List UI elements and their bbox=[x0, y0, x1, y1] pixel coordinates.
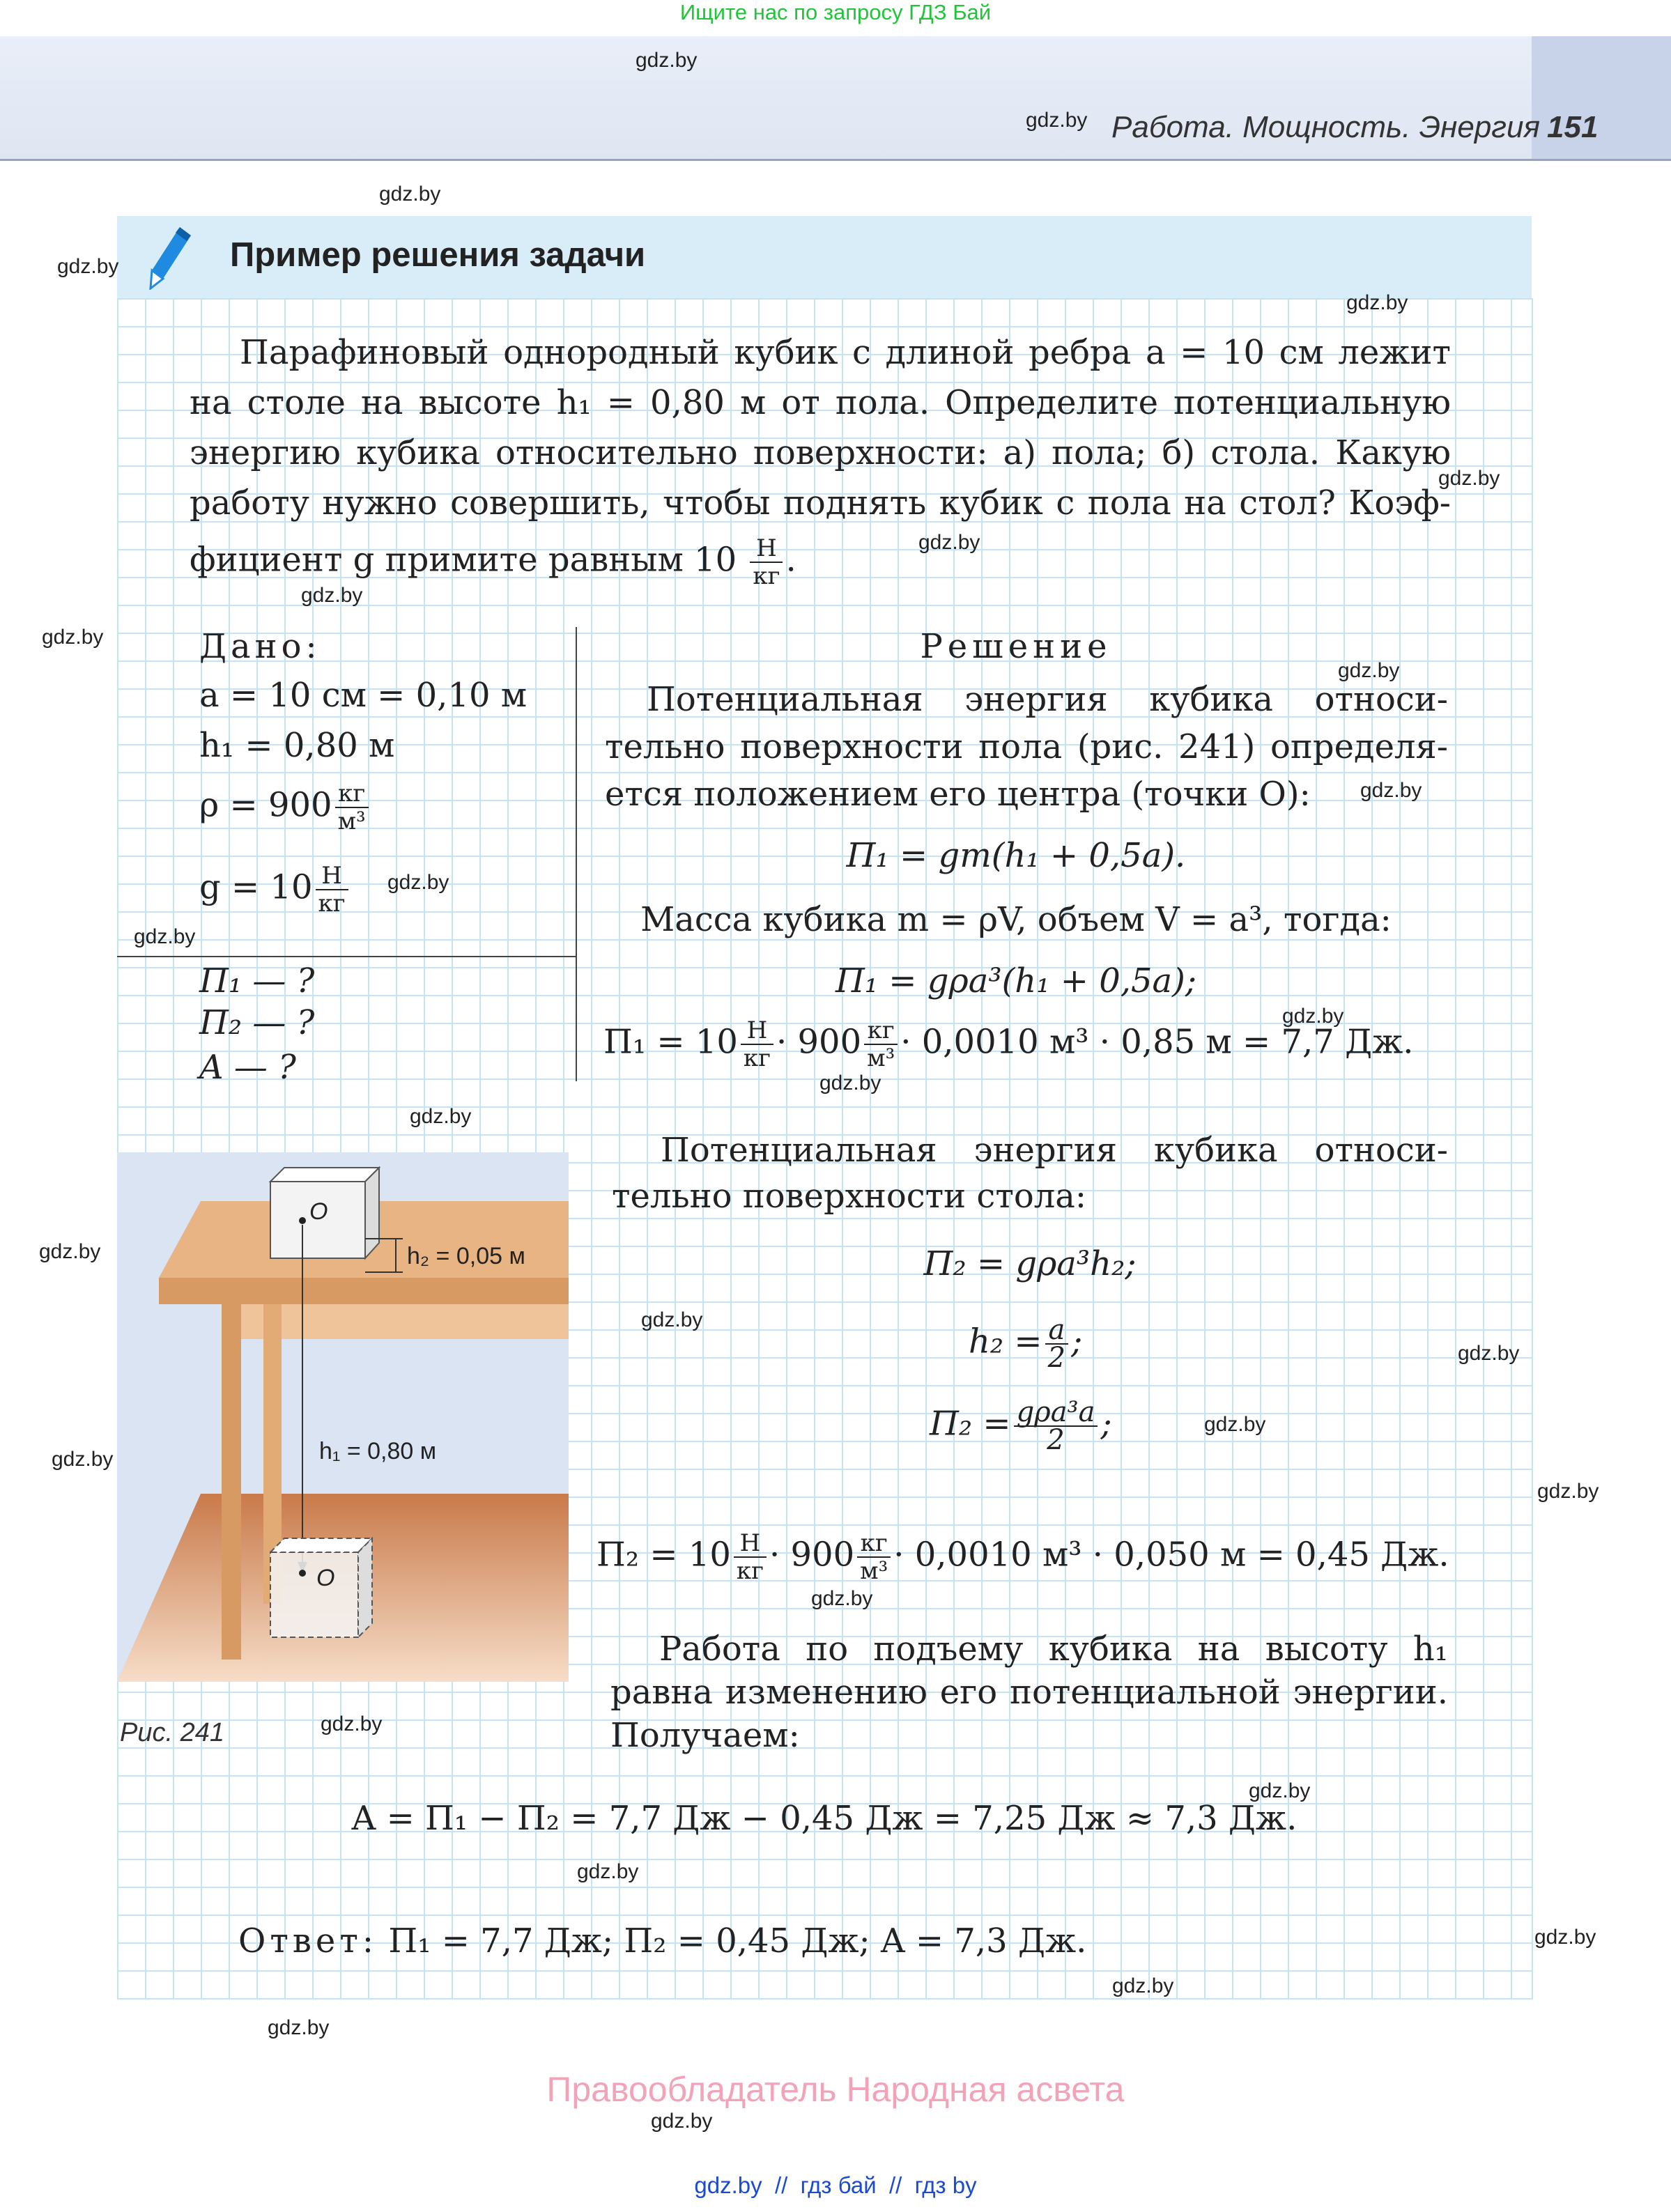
watermark: gdz.by bbox=[42, 626, 104, 649]
label-h2: h₂ = 0,05 м bbox=[407, 1243, 525, 1269]
watermark: gdz.by bbox=[577, 1860, 639, 1883]
answer bbox=[238, 1921, 1086, 1960]
equation-7: П₂ = 10 $\frac{Н}{кг}$ · 900 $\frac{кг}{\text{м³}}$ · 0,0010 м³ · 0,050 м = 0,45 Дж. bbox=[596, 1529, 1449, 1585]
label-o-bottom: O bbox=[316, 1565, 335, 1591]
watermark: gdz.by bbox=[321, 1712, 383, 1735]
given-rho: ρ = 900 $\frac{кг}{\text{м³}}$ bbox=[199, 780, 371, 835]
figure-caption: Рис. 241 bbox=[120, 1718, 224, 1747]
equation-8: A = П₁ − П₂ = 7,7 Дж − 0,45 Дж = 7,25 Дж ≈ 7,3 Дж. bbox=[351, 1799, 1297, 1838]
watermark: gdz.by bbox=[387, 871, 449, 894]
top-search-banner: Ищите нас по запросу ГДЗ Бай bbox=[679, 0, 992, 24]
equation-1: П₁ = gm(h₁ + 0,5a). bbox=[846, 836, 1186, 875]
find-p1: П₁ — ? bbox=[199, 961, 315, 1000]
equation-3: П₁ = 10 $\frac{Н}{кг}$ · 900 $\frac{кг}{\text{м³}}$ · 0,0010 м³ · 0,85 м = 7,7 Дж. bbox=[603, 1016, 1414, 1072]
watermark: gdz.by bbox=[918, 531, 980, 554]
solution-heading: Решение bbox=[920, 627, 1112, 666]
cube-top-top bbox=[270, 1168, 379, 1182]
equation-2: П₁ = gρa³(h₁ + 0,5a); bbox=[835, 961, 1197, 1000]
label-o-top: O bbox=[309, 1198, 328, 1225]
running-title: Работа. Мощность. Энергия bbox=[1111, 110, 1540, 144]
figure-241 bbox=[117, 1152, 569, 1682]
fraction-n-per-kg: $\frac{Н}{кг}$ bbox=[750, 535, 783, 589]
page-number: 151 bbox=[1547, 110, 1599, 144]
footer-links[interactable]: gdz.by // гдз бай // гдз by bbox=[694, 2172, 977, 2198]
cube-top-side bbox=[365, 1168, 379, 1258]
watermark: gdz.by bbox=[57, 255, 119, 278]
watermark: gdz.by bbox=[1282, 1005, 1344, 1028]
given-heading: Дано: bbox=[199, 627, 321, 666]
watermark: gdz.by bbox=[52, 1448, 114, 1471]
problem-last-prefix: фициент g примите равным 10 bbox=[190, 540, 737, 580]
header-divider bbox=[0, 159, 1671, 161]
copyright-holder: Правообладатель Народная асвета bbox=[546, 2070, 1125, 2109]
cube-bottom-top bbox=[270, 1538, 372, 1552]
problem-text bbox=[190, 327, 1451, 528]
table-leg-front bbox=[222, 1304, 241, 1660]
watermark: gdz.by bbox=[1346, 291, 1408, 314]
watermark: gdz.by bbox=[651, 2110, 713, 2133]
watermark: gdz.by bbox=[134, 925, 196, 948]
problem-line: на столе на высоте h₁ = 0,80 м от пола. Определите потенциальную bbox=[190, 383, 1451, 422]
answer-label: Ответ: bbox=[238, 1921, 378, 1960]
table-apron bbox=[237, 1304, 569, 1339]
mass-line: Масса кубика m = ρV, объем V = a³, тогда: bbox=[640, 900, 1392, 939]
watermark: gdz.by bbox=[1537, 1480, 1599, 1503]
cube-bottom-center bbox=[299, 1570, 306, 1577]
problem-last-line: фициент g примите равным 10 $\frac{Н}{кг}$ . bbox=[190, 534, 796, 590]
watermark: gdz.by bbox=[1026, 109, 1088, 132]
watermark: gdz.by bbox=[301, 584, 363, 607]
solution-paragraph-1: Потенциальная энергия кубика относи- тельно поверхности пола (рис. 241) определя- ется положением его центра (точки O): bbox=[605, 680, 1448, 814]
problem-line: работу нужно совершить, чтобы поднять кубик с пола на стол? Коэф- bbox=[190, 484, 1451, 523]
watermark: gdz.by bbox=[1338, 659, 1400, 682]
equation-4: П₂ = gρa³h₂; bbox=[923, 1244, 1137, 1283]
watermark: gdz.by bbox=[819, 1072, 881, 1095]
watermark: gdz.by bbox=[641, 1308, 703, 1331]
equation-6: П₂ = $\frac{\text{gρa³a}}{2}$ ; bbox=[930, 1396, 1112, 1456]
watermark: gdz.by bbox=[410, 1105, 472, 1128]
find-a: A — ? bbox=[199, 1048, 296, 1087]
pencil-icon bbox=[148, 224, 194, 290]
given-g: g = 10 $\frac{Н}{кг}$ bbox=[199, 863, 351, 917]
solution-paragraph-3: Работа по подъему кубика на высоту h₁ равна изменению его потенциальной энергии. Получаем: bbox=[610, 1630, 1448, 1755]
table-edge bbox=[159, 1278, 569, 1304]
watermark: gdz.by bbox=[1534, 1926, 1596, 1949]
watermark: gdz.by bbox=[379, 183, 441, 206]
watermark: gdz.by bbox=[268, 2016, 330, 2039]
watermark: gdz.by bbox=[1438, 467, 1500, 490]
watermark: gdz.by bbox=[636, 49, 698, 72]
cube-top-center bbox=[299, 1217, 306, 1224]
given-h1: h₁ = 0,80 м bbox=[199, 726, 395, 765]
section-title: Пример решения задачи bbox=[230, 236, 646, 274]
watermark: gdz.by bbox=[39, 1240, 101, 1263]
solution-paragraph-2: Потенциальная энергия кубика относи- тельно поверхности стола: bbox=[612, 1131, 1448, 1216]
watermark: gdz.by bbox=[1249, 1779, 1311, 1802]
cube-bottom-front bbox=[270, 1552, 358, 1637]
given-divider-horizontal bbox=[117, 956, 577, 957]
cube-bottom-side bbox=[358, 1538, 372, 1637]
watermark: gdz.by bbox=[1112, 1974, 1174, 1997]
problem-line: Парафиновый однородный кубик с длиной ребра a = 10 см лежит bbox=[240, 333, 1451, 372]
answer-text: П₁ = 7,7 Дж; П₂ = 0,45 Дж; A = 7,3 Дж. bbox=[388, 1921, 1087, 1960]
problem-line: энергию кубика относительно поверхности: а) пола; б) стола. Какую bbox=[190, 433, 1451, 472]
given-a: a = 10 см = 0,10 м bbox=[199, 676, 528, 715]
watermark: gdz.by bbox=[1458, 1342, 1520, 1365]
watermark: gdz.by bbox=[811, 1587, 873, 1610]
watermark: gdz.by bbox=[1360, 779, 1422, 802]
equation-5: h₂ = $\frac{a}{2}$ ; bbox=[969, 1314, 1083, 1374]
label-h1: h₁ = 0,80 м bbox=[319, 1438, 437, 1464]
watermark: gdz.by bbox=[1204, 1413, 1266, 1436]
find-p2: П₂ — ? bbox=[199, 1003, 315, 1042]
